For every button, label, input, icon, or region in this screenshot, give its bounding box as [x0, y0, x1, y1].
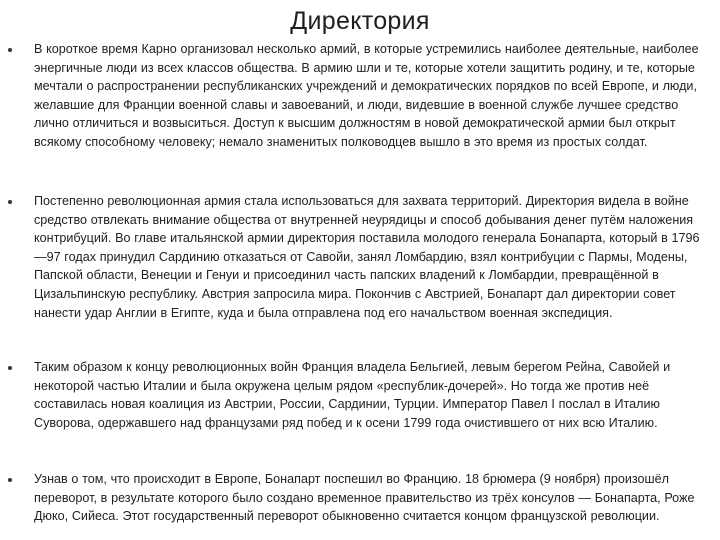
bullet-text-1: В короткое время Карно организовал несколько армий, в которые устремились наиболее деятельные, наиболее энергичные люди из всех классов общества. В армию шли и те, которые хотели защитить родину, и те, которые мечтали о распространении республиканских учреждений и демократических порядков по всей Европе, и люди, желавшие для Франции военной славы и завоеваний, и люди, видевшие в военной службе лучшее средство лично отличиться и возвыситься. Доступ к высшим должностям в новой демократической армии был открыт всякому способному человеку; немало знаменитых полководцев вышло в это время из простых солдат.	[34, 42, 699, 149]
bullet-dot-icon	[8, 478, 12, 482]
bullet-text-3: Таким образом к концу революционных войн Франция владела Бельгией, левым берегом Рейна, Савойей и некоторой частью Италии и была окружена целым рядом «республик-дочерей». Но тогда же против неё составилась новая коалиция из Австрии, России, Сардинии, Турции. Император Павел I послал в Италию Суворова, одержавшего над французами ряд побед и к осени 1799 года очистившего от них всю Италию.	[34, 360, 671, 430]
bullet-dot-icon	[8, 200, 12, 204]
bullet-dot-icon	[8, 366, 12, 370]
bullet-text-4: Узнав о том, что происходит в Европе, Бонапарт поспешил во Францию. 18 брюмера (9 ноября) произошёл переворот, в результате которого было создано временное правительство из трёх консулов — Бонапарта, Роже Дюко, Сийеса. Этот государственный переворот обыкновенно считается концом французской революции.	[34, 472, 695, 524]
bullet-text-2: Постепенно революционная армия стала использоваться для захвата территорий. Директория видела в войне средство отвлекать внимание общества от внутренней неурядицы и способ добывания денег путём наложения контрибуций. Во главе итальянской армии директория поставила молодого генерала Бонапарта, который в 1796—97 годах принудил Сардинию отказаться от Савойи, занял Ломбардию, взял контрибуции с Пармы, Модены, Папской области, Венеции и Генуи и присоединил часть папских владений к Ломбардии, превращённой в Цизальпинскую республику. Австрия запросила мира. Покончив с Австрией, Бонапарт дал директории совет нанести удар Англии в Египте, куда и была отправлена под его начальством военная экспедиция.	[34, 194, 700, 320]
slide-title: Директория	[290, 7, 430, 35]
bullet-dot-icon	[8, 48, 12, 52]
